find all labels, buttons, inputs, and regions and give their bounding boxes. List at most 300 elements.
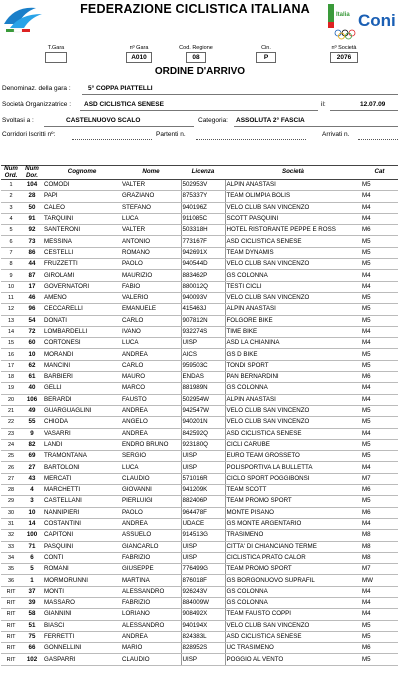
table-row (1, 620, 398, 631)
cell-licenza: 828952S (181, 643, 225, 654)
cell-societa: TEAM OLIMPIA BOLIS (225, 191, 361, 202)
cell-cognome: BARTOLONI (43, 462, 121, 473)
denominaz-underline (82, 94, 398, 95)
cell-cognome: GIANNINI (43, 609, 121, 620)
cell-licenza: 502954W (181, 394, 225, 405)
cell-dor: 82 (21, 439, 43, 450)
cell-cat: M5 (361, 405, 398, 416)
cell-dor: 72 (21, 326, 43, 337)
cell-nome: GIUSEPPE (121, 564, 181, 575)
cell-dor: 51 (21, 620, 43, 631)
table-row (1, 439, 398, 450)
n-societa-field: 2076 (330, 52, 358, 63)
table-row (1, 315, 398, 326)
cell-nome: ANTONIO (121, 236, 181, 247)
cell-cat: M5 (361, 360, 398, 371)
cell-dor: 46 (21, 292, 43, 303)
cell-cat: M6 (361, 485, 398, 496)
cell-cognome: CAPITONI (43, 530, 121, 541)
cell-nome: CARLO (121, 315, 181, 326)
categoria-value: ASSOLUTA 2° FASCIA (236, 117, 305, 124)
cell-cat: M5 (361, 349, 398, 360)
table-row (1, 643, 398, 654)
cell-cognome: GASPARRI (43, 654, 121, 665)
table-row (1, 518, 398, 529)
cell-ord: 11 (1, 292, 21, 303)
header-cognome: Cognome (43, 166, 121, 180)
table-row (1, 326, 398, 337)
cell-societa: VELO CLUB SAN VINCENZO (225, 620, 361, 631)
cell-ord: RIT (1, 609, 21, 620)
cell-societa: EURO TEAM GROSSETO (225, 451, 361, 462)
cell-cognome: PASQUINI (43, 541, 121, 552)
t-gara-field (45, 52, 67, 63)
cell-cognome: LOMBARDELLI (43, 326, 121, 337)
cell-nome: ALESSANDRO (121, 620, 181, 631)
cell-societa: GS MONTE ARGENTARIO (225, 518, 361, 529)
cell-cat: M4 (361, 202, 398, 213)
cell-societa: TEAM PROMO SPORT (225, 564, 361, 575)
denominaz-label: Denominaz. della gara : (2, 85, 71, 92)
cell-dor: 61 (21, 372, 43, 383)
table-row (1, 372, 398, 383)
cell-nome: MAURIZIO (121, 270, 181, 281)
table-row (1, 597, 398, 608)
corridori-label: Corridori Iscritti nº: (2, 131, 56, 138)
table-row (1, 552, 398, 563)
table-row (1, 417, 398, 428)
cod-regione-field: 08 (186, 52, 206, 63)
cell-licenza: UISP (181, 338, 225, 349)
cell-cat: M8 (361, 530, 398, 541)
cell-societa: CITTA' DI CHIANCIANO TERME (225, 541, 361, 552)
cell-licenza: 940194X (181, 620, 225, 631)
cell-licenza: 940093V (181, 292, 225, 303)
cell-cat: M5 (361, 417, 398, 428)
cell-ord: RIT (1, 631, 21, 642)
cell-cognome: BARBIERI (43, 372, 121, 383)
cell-societa: VELO CLUB SAN VINCENZO (225, 405, 361, 416)
cell-cognome: PAPI (43, 191, 121, 202)
cell-nome: VALERIO (121, 292, 181, 303)
cell-societa: VELO CLUB SAN VINCENZO (225, 259, 361, 270)
cell-ord: 9 (1, 270, 21, 281)
cell-licenza: 883462P (181, 270, 225, 281)
coni-label: Coni (358, 11, 396, 30)
cell-cognome: CALEO (43, 202, 121, 213)
table-row (1, 259, 398, 270)
cell-nome: LUCA (121, 338, 181, 349)
cell-dor: 75 (21, 631, 43, 642)
cell-cat: M4 (361, 191, 398, 202)
cell-cognome: MASSARO (43, 597, 121, 608)
table-row (1, 586, 398, 597)
cell-ord: 30 (1, 507, 21, 518)
il-label: il: (321, 101, 326, 108)
cell-cat: M4 (361, 326, 398, 337)
cell-nome: FABRIZIO (121, 552, 181, 563)
cell-societa: ALPIN ANASTASI (225, 394, 361, 405)
cell-societa: POLISPORTIVA LA BULLETTA (225, 462, 361, 473)
cell-societa: GS COLONNA (225, 270, 361, 281)
cell-cat: M4 (361, 518, 398, 529)
cell-nome: ANDREA (121, 349, 181, 360)
cell-dor: 58 (21, 609, 43, 620)
cell-societa: GS COLONNA (225, 586, 361, 597)
cell-ord: 16 (1, 349, 21, 360)
cell-dor: 91 (21, 213, 43, 224)
table-row (1, 575, 398, 586)
cell-cat: M8 (361, 541, 398, 552)
cell-dor: 100 (21, 530, 43, 541)
cell-cognome: MONTI (43, 586, 121, 597)
societa-label: Società Organizzatrice : (2, 101, 72, 108)
cell-societa: HOTEL RISTORANTE PEPPE E ROSS (225, 225, 361, 236)
cell-dor: 4 (21, 485, 43, 496)
cell-nome: MARCO (121, 383, 181, 394)
table-row (1, 270, 398, 281)
cell-nome: MAURO (121, 372, 181, 383)
cell-ord: 13 (1, 315, 21, 326)
cell-nome: EMANUELE (121, 304, 181, 315)
cell-nome: ENDRO BRUNO (121, 439, 181, 450)
cell-cognome: CHIODA (43, 417, 121, 428)
cell-societa: VELO CLUB SAN VINCENZO (225, 202, 361, 213)
cell-dor: 37 (21, 586, 43, 597)
cell-licenza: 571016R (181, 473, 225, 484)
cell-dor: 50 (21, 202, 43, 213)
cell-ord: 6 (1, 236, 21, 247)
cell-societa: CICLI CARUBE (225, 439, 361, 450)
cell-licenza: 932274S (181, 326, 225, 337)
cell-licenza: 503318H (181, 225, 225, 236)
cell-cognome: COMODI (43, 180, 121, 191)
cell-ord: 18 (1, 372, 21, 383)
cell-dor: 14 (21, 518, 43, 529)
table-row (1, 213, 398, 224)
cell-cat: M6 (361, 225, 398, 236)
cell-dor: 27 (21, 462, 43, 473)
cell-cat: M7 (361, 473, 398, 484)
cell-cat: M4 (361, 281, 398, 292)
cell-dor: 43 (21, 473, 43, 484)
cell-cognome: SANTERONI (43, 225, 121, 236)
cell-societa: GS COLONNA (225, 597, 361, 608)
cell-dor: 55 (21, 417, 43, 428)
cell-societa: ALPIN ANASTASI (225, 180, 361, 191)
cell-ord: 19 (1, 383, 21, 394)
cell-ord: 12 (1, 304, 21, 315)
n-societa-label: nº Società (331, 45, 357, 51)
cell-cat: M6 (361, 372, 398, 383)
n-gara-field: A010 (126, 52, 152, 63)
denominaz-value: 5° COPPA PIATTELLI (88, 85, 153, 92)
table-row (1, 360, 398, 371)
header-nome: Nome (121, 166, 181, 180)
cell-licenza: 942547W (181, 405, 225, 416)
table-row (1, 462, 398, 473)
cell-cat: M5 (361, 654, 398, 665)
cell-cat: MW (361, 575, 398, 586)
cell-nome: ROMANO (121, 247, 181, 258)
cell-societa: VELO CLUB SAN VINCENZO (225, 292, 361, 303)
cell-cognome: GOVERNATORI (43, 281, 121, 292)
cell-nome: IVANO (121, 326, 181, 337)
table-row (1, 654, 398, 665)
table-row (1, 191, 398, 202)
cell-dor: 17 (21, 281, 43, 292)
cell-cat: M4 (361, 394, 398, 405)
cell-dor: 66 (21, 643, 43, 654)
cell-cat: M5 (361, 631, 398, 642)
cell-nome: SERGIO (121, 451, 181, 462)
cell-ord: 5 (1, 225, 21, 236)
cell-societa: ASD CICLISTICA SENESE (225, 428, 361, 439)
partenti-label: Partenti n. (156, 131, 186, 138)
cell-cognome: MESSINA (43, 236, 121, 247)
categoria-underline (234, 126, 398, 127)
cell-societa: TEAM SCOTT (225, 485, 361, 496)
cell-ord: 15 (1, 338, 21, 349)
cell-cat: M5 (361, 451, 398, 462)
svoltasi-value: CASTELNUOVO SCALO (66, 117, 141, 124)
table-row (1, 180, 398, 191)
cell-nome: PAOLO (121, 259, 181, 270)
cell-licenza: UDACE (181, 518, 225, 529)
cell-dor: 49 (21, 405, 43, 416)
table-row (1, 530, 398, 541)
il-value: 12.07.09 (360, 101, 386, 108)
cell-dor: 9 (21, 428, 43, 439)
cell-cat: M4 (361, 270, 398, 281)
cell-ord: 33 (1, 541, 21, 552)
table-row (1, 428, 398, 439)
cell-licenza: 876018F (181, 575, 225, 586)
table-row (1, 507, 398, 518)
cell-cognome: BIASCI (43, 620, 121, 631)
cod-regione-label: Cod. Regione (179, 45, 213, 51)
cell-licenza: 959503C (181, 360, 225, 371)
cell-dor: 1 (21, 575, 43, 586)
table-row (1, 394, 398, 405)
cell-cat: M5 (361, 180, 398, 191)
cell-nome: PAOLO (121, 507, 181, 518)
cell-cognome: CESTELLI (43, 247, 121, 258)
cell-societa: GS D BIKE (225, 349, 361, 360)
cell-nome: VALTER (121, 180, 181, 191)
cell-nome: CLAUDIO (121, 654, 181, 665)
cell-societa: TIME BIKE (225, 326, 361, 337)
cell-cognome: CASTELLANI (43, 496, 121, 507)
cell-ord: 36 (1, 575, 21, 586)
cell-cat: M5 (361, 236, 398, 247)
cell-dor: 54 (21, 315, 43, 326)
cell-societa: TESTI CICLI (225, 281, 361, 292)
cell-cat: M4 (361, 428, 398, 439)
table-row (1, 338, 398, 349)
cell-cat: M5 (361, 439, 398, 450)
n-gara-label: nº Gara (129, 45, 149, 51)
cell-ord: 24 (1, 439, 21, 450)
societa-value: ASD CICLISTICA SENESE (84, 101, 164, 108)
cell-dor: 6 (21, 552, 43, 563)
cell-cognome: NANNIPIERI (43, 507, 121, 518)
cell-nome: STEFANO (121, 202, 181, 213)
cell-dor: 106 (21, 394, 43, 405)
cell-licenza: UISP (181, 552, 225, 563)
cell-societa: ASD CICLISTICA SENESE (225, 236, 361, 247)
cell-ord: 20 (1, 394, 21, 405)
cell-licenza: 923180Q (181, 439, 225, 450)
cell-dor: 104 (21, 180, 43, 191)
cell-societa: TEAM PROMO SPORT (225, 496, 361, 507)
cell-licenza: UISP (181, 541, 225, 552)
cell-nome: MARIO (121, 643, 181, 654)
cell-cognome: TRAMONTANA (43, 451, 121, 462)
table-row (1, 405, 398, 416)
cell-licenza: 926243V (181, 586, 225, 597)
results-body (1, 180, 398, 666)
cell-nome: PIERLUIGI (121, 496, 181, 507)
cell-licenza: AICS (181, 349, 225, 360)
cell-ord: 10 (1, 281, 21, 292)
cell-dor: 28 (21, 191, 43, 202)
cell-nome: VALTER (121, 225, 181, 236)
cell-nome: GIANCARLO (121, 541, 181, 552)
cell-cat: M5 (361, 315, 398, 326)
cell-cognome: ROMANI (43, 564, 121, 575)
cin-field: P (256, 52, 276, 63)
cell-nome: ANDREA (121, 405, 181, 416)
cell-dor: 62 (21, 360, 43, 371)
cell-societa: CICLO SPORT POGGIBONSI (225, 473, 361, 484)
cell-ord: 25 (1, 451, 21, 462)
cell-cat: M5 (361, 620, 398, 631)
cell-ord: 4 (1, 213, 21, 224)
cell-cognome: LANDI (43, 439, 121, 450)
table-row (1, 451, 398, 462)
table-row (1, 349, 398, 360)
cell-nome: MARTINA (121, 575, 181, 586)
cell-nome: LUCA (121, 462, 181, 473)
cell-cognome: CECCARELLI (43, 304, 121, 315)
cell-cognome: GIROLAMI (43, 270, 121, 281)
cell-licenza: 941209K (181, 485, 225, 496)
header-dor: Num Dor. (21, 166, 43, 180)
cell-licenza: 776499G (181, 564, 225, 575)
cell-cognome: GONNELLINI (43, 643, 121, 654)
cell-nome: FABRIZIO (121, 597, 181, 608)
cell-nome: GIOVANNI (121, 485, 181, 496)
cell-societa: POGGIO AL VENTO (225, 654, 361, 665)
cell-dor: 5 (21, 564, 43, 575)
cell-licenza: 942691X (181, 247, 225, 258)
cell-licenza: 940196Z (181, 202, 225, 213)
il-underline (330, 110, 398, 111)
cell-cat: M4 (361, 338, 398, 349)
header-ord: Num Ord. (1, 166, 21, 180)
cell-cognome: TARQUINI (43, 213, 121, 224)
cell-ord: 26 (1, 462, 21, 473)
arrivati-dots (358, 139, 398, 140)
cell-nome: CARLO (121, 360, 181, 371)
cell-licenza: 884009W (181, 597, 225, 608)
cell-dor: 44 (21, 259, 43, 270)
cell-societa: TEAM FAUSTO COPPI (225, 609, 361, 620)
cell-cognome: CORTONESI (43, 338, 121, 349)
cell-societa: CICLISTICA PRATO CALOR (225, 552, 361, 563)
cell-societa: FOLGORE BIKE (225, 315, 361, 326)
cell-cognome: CONTI (43, 552, 121, 563)
cell-cognome: VASARRI (43, 428, 121, 439)
cell-societa: ASD CICLISTICA SENESE (225, 631, 361, 642)
cell-cat: M4 (361, 586, 398, 597)
cell-dor: 71 (21, 541, 43, 552)
partenti-dots (196, 139, 306, 140)
cell-licenza: 875337Y (181, 191, 225, 202)
cell-licenza: 911085C (181, 213, 225, 224)
table-row (1, 247, 398, 258)
cell-cognome: MARCHETTI (43, 485, 121, 496)
cell-nome: LUCA (121, 213, 181, 224)
cell-licenza: 415463J (181, 304, 225, 315)
cell-societa: GS COLONNA (225, 383, 361, 394)
italia-label: Italia (336, 12, 350, 18)
cell-ord: RIT (1, 654, 21, 665)
cell-cat: M7 (361, 564, 398, 575)
cell-nome: ANDREA (121, 631, 181, 642)
cell-nome: ASSUELO (121, 530, 181, 541)
cell-ord: 35 (1, 564, 21, 575)
cell-licenza: 907812N (181, 315, 225, 326)
cell-cat: M6 (361, 507, 398, 518)
cell-ord: 28 (1, 485, 21, 496)
cell-ord: 17 (1, 360, 21, 371)
table-row (1, 609, 398, 620)
t-gara-label: T.Gara (47, 45, 65, 51)
cell-cat: M5 (361, 247, 398, 258)
cell-societa: PAN BERNARDINI (225, 372, 361, 383)
cell-nome: FABIO (121, 281, 181, 292)
cell-licenza: 940544D (181, 259, 225, 270)
cell-licenza: 908492X (181, 609, 225, 620)
page-title: ORDINE D'ARRIVO (154, 66, 246, 77)
header-cat: Cat (361, 166, 398, 180)
cell-cognome: FERRETTI (43, 631, 121, 642)
svoltasi-underline (44, 126, 194, 127)
cell-cat: M5 (361, 304, 398, 315)
cell-nome: CLAUDIO (121, 473, 181, 484)
cell-ord: 3 (1, 202, 21, 213)
cell-dor: 96 (21, 304, 43, 315)
cell-cognome: GUARGUAGLINI (43, 405, 121, 416)
cell-licenza: 773167F (181, 236, 225, 247)
cell-ord: 34 (1, 552, 21, 563)
cell-ord: 23 (1, 428, 21, 439)
cell-cat: M5 (361, 496, 398, 507)
cell-licenza: 502953V (181, 180, 225, 191)
cell-nome: ANDREA (121, 518, 181, 529)
cell-dor: 39 (21, 597, 43, 608)
cell-nome: FAUSTO (121, 394, 181, 405)
table-row (1, 383, 398, 394)
cell-licenza: 914513G (181, 530, 225, 541)
cell-licenza: 882406P (181, 496, 225, 507)
cell-licenza: UISP (181, 654, 225, 665)
cell-cognome: COSTANTINI (43, 518, 121, 529)
cell-cat: M8 (361, 552, 398, 563)
cell-cognome: DONATI (43, 315, 121, 326)
